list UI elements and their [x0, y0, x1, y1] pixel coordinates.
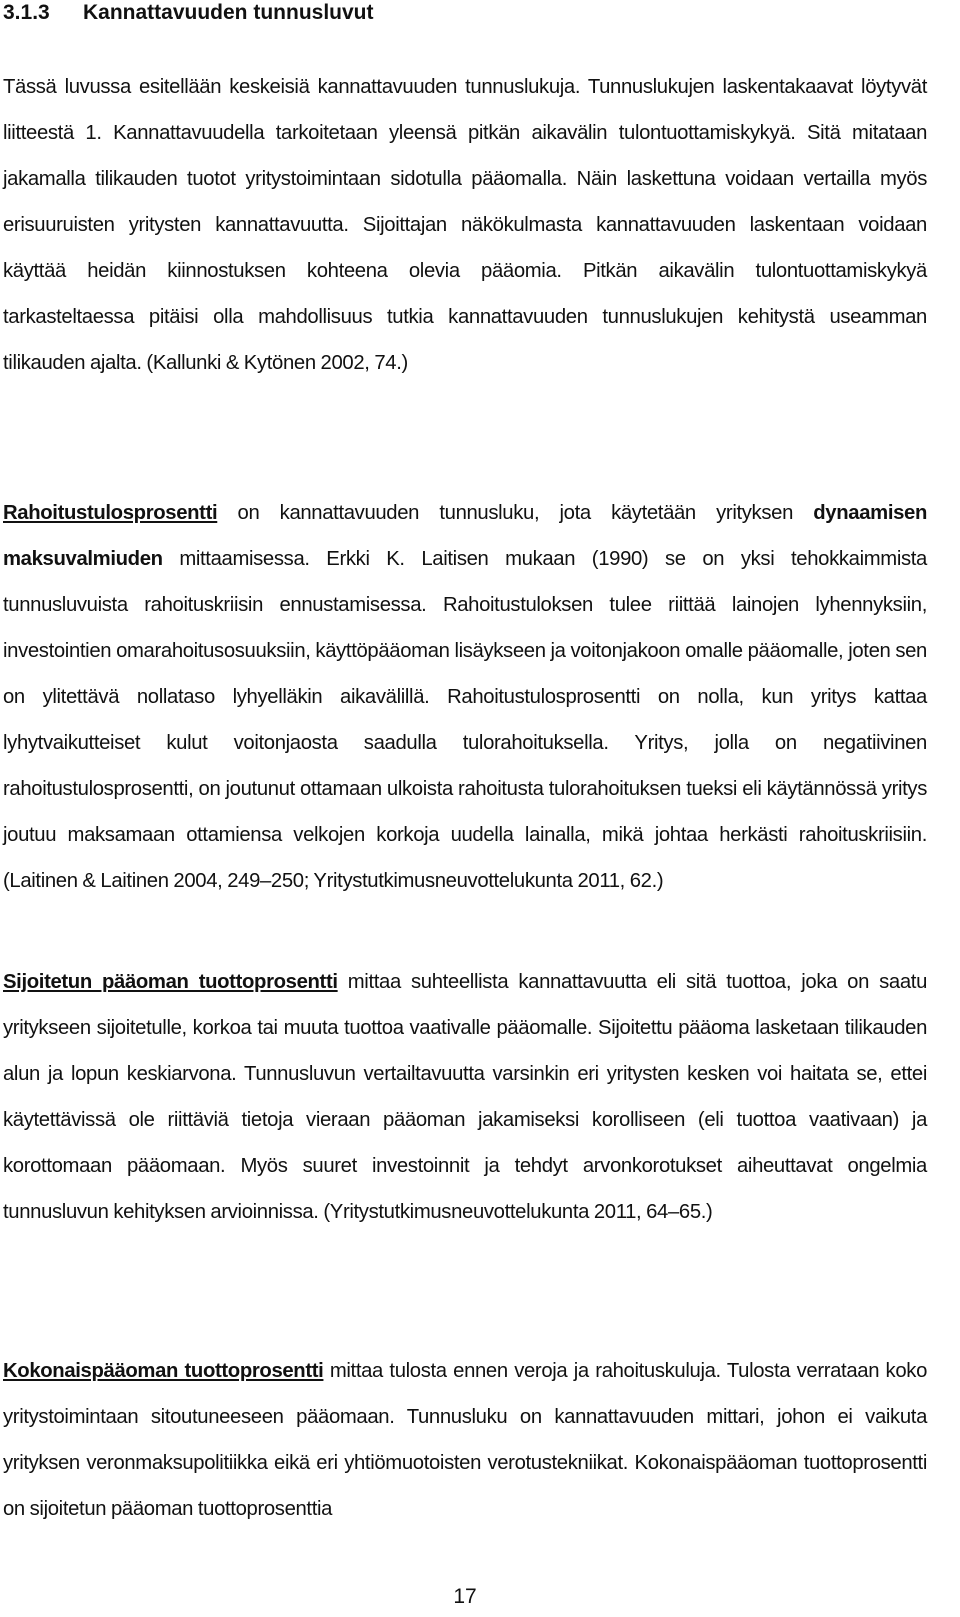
paragraph-text: mittaa tulosta ennen veroja ja rahoituskuluja. Tulosta verrataan koko yritystoimintaan sitoutuneeseen pääomaan. Tunnusluku on kannattavuuden mittari, johon ei vaikuta yrityksen veronmaksupolitiikka eikä eri yhtiömuotoisten verotustekniikat. Kokonaispääoman tuottoprosentti on sijoitetun pääoman tuottoprosenttia: [3, 1360, 927, 1520]
bold-phrase: dynaamisen maksuvalmiuden: [3, 502, 927, 570]
kokonais-paragraph: [3, 1348, 927, 1532]
section-number: 3.1.3: [3, 1, 50, 24]
page-number: 17: [453, 1585, 477, 1608]
paragraph-text: mittaa suhteellista kannattavuutta eli sitä tuottoa, joka on saatu yritykseen sijoitetulle, korkoa tai muuta tuottoa vaativalle pääomalle. Sijoitettu pääoma lasketaan tilikauden alun ja lopun keskiarvona. Tunnusluvun vertailtavuutta varsinkin eri yritysten kesken voi haitata se, ettei käytettävissä ole riittäviä tietoja vieraan pääoman jakamiseksi korolliseen (eli tuottoa vaativaan) ja korottomaan pääomaan. Myös suuret investoinnit ja tehdyt arvonkorotukset aiheuttavat ongelmia tunnusluvun kehityksen arvioinnissa. (Yritystutkimusneuvottelukunta 2011, 64–65.): [3, 971, 927, 1223]
paragraph-text: on kannattavuuden tunnusluku, jota käytetään yrityksen: [217, 502, 814, 524]
term-kokonaispaaoman-tuottoprosentti: Kokonaispääoman tuottoprosentti: [3, 1360, 324, 1382]
term-sijoitetun-paaoman-tuottoprosentti: Sijoitetun pääoman tuottoprosentti: [3, 971, 338, 993]
section-heading: [3, 0, 374, 26]
sijoitettu-paragraph: [3, 959, 927, 1235]
section-title: Kannattavuuden tunnusluvut: [83, 1, 374, 24]
rahoitustulos-paragraph: [3, 490, 927, 904]
term-rahoitustulosprosentti: Rahoitustulosprosentti: [3, 502, 218, 524]
paragraph-text: mittaamisessa. Erkki K. Laitisen mukaan (1990) se on yksi tehokkaimmista tunnusluvuista rahoituskriisin ennustamisessa. Rahoitustuloksen tulee riittää lainojen lyhennyksiin, investointien omarahoitusosuuksiin, käyttöpääoman lisäykseen ja voitonjakoon omalle pääomalle, joten sen on ylitettävä nollataso lyhyelläkin aikavälillä. Rahoitustulosprosentti on nolla, kun yritys kattaa lyhytvaikutteiset kulut voitonjaosta saadulla tulorahoituksella. Yritys, jolla on negatiivinen rahoitustulosprosentti, on joutunut ottamaan ulkoista rahoitusta tulorahoituksen tueksi eli käytännössä yritys joutuu maksamaan ottamiensa velkojen korkoja uudella lainalla, mikä johtaa herkästi rahoituskriisiin.(Laitinen & Laitinen 2004, 249–250; Yritystutkimusneuvottelukunta 2011, 62.): [3, 548, 927, 892]
intro-paragraph: Tässä luvussa esitellään keskeisiä kannattavuuden tunnuslukuja. Tunnuslukujen laskentakaavat löytyvät liitteestä 1. Kannattavuudella tarkoitetaan yleensä pitkän aikavälin tulontuottamiskykyä. Sitä mitataan jakamalla tilikauden tuotot yritystoimintaan sidotulla pääomalla. Näin laskettuna voidaan vertailla myös erisuuruisten yritysten kannattavuutta. Sijoittajan näkökulmasta kannattavuuden laskentaan voidaan käyttää heidän kiinnostuksen kohteena olevia pääomia. Pitkän aikavälin tulontuottamiskykyä tarkasteltaessa pitäisi olla mahdollisuus tutkia kannattavuuden tunnuslukujen kehitystä useamman tilikauden ajalta. (Kallunki & Kytönen 2002, 74.): [3, 76, 927, 374]
